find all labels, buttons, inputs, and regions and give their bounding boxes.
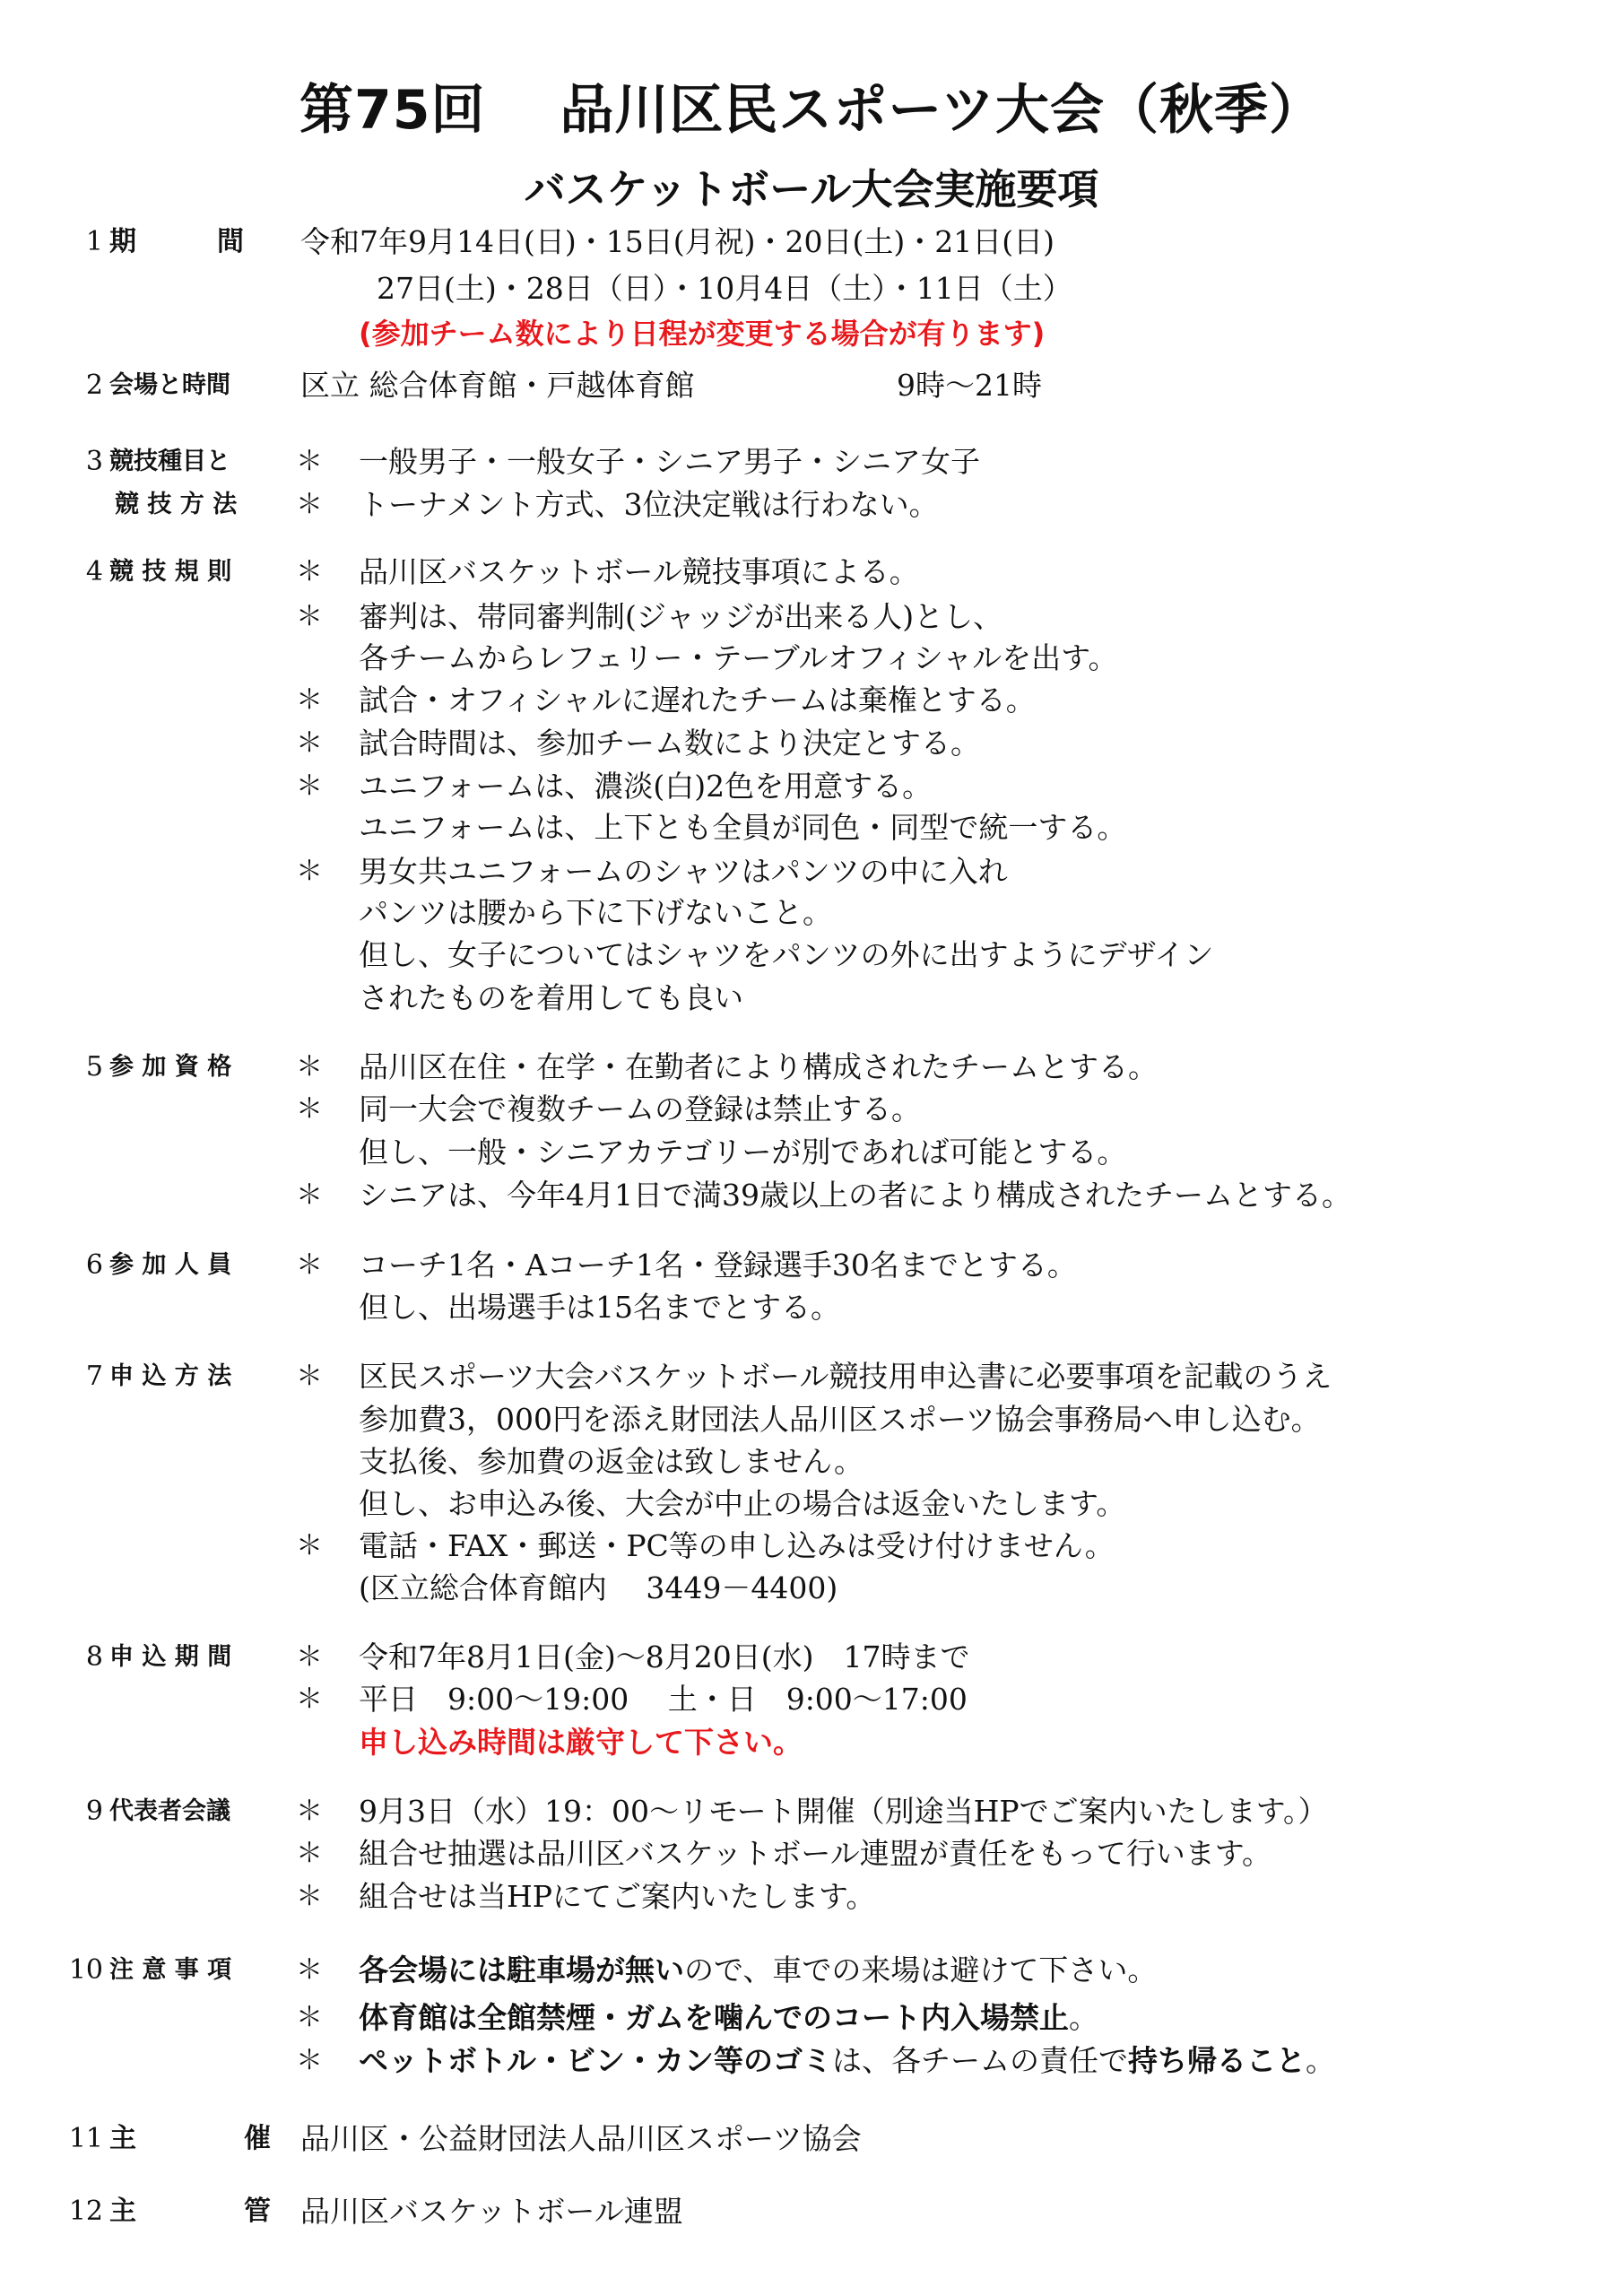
section-number: 9 bbox=[85, 1796, 103, 1827]
rule-line: シニアは、今年4月1日で満39歳以上の者により構成されたチームとする。 bbox=[359, 1178, 1351, 1213]
rule-line: パンツは腰から下に下げないこと。 bbox=[359, 895, 832, 930]
rule-line: ユニフォームは、濃淡(白)2色を用意する。 bbox=[359, 769, 933, 804]
rule-line: 但し、女子についてはシャツをパンツの外に出すようにデザイン bbox=[359, 937, 1214, 972]
rule-line: トーナメント方式、3位決定戦は行わない。 bbox=[359, 487, 939, 522]
bullet-icon: ＊ bbox=[296, 1796, 323, 1827]
rule-line: 組合せ抽選は品川区バスケットボール連盟が責任をもって行います。 bbox=[359, 1836, 1272, 1871]
bullet-icon: ＊ bbox=[296, 1641, 323, 1673]
bullet-icon: ＊ bbox=[296, 856, 323, 887]
caution-text: 。 bbox=[1306, 2043, 1335, 2078]
bullet-icon: ＊ bbox=[296, 2002, 323, 2033]
section-number: 3 bbox=[85, 446, 103, 477]
section-label: 申 込 期 間 bbox=[109, 1643, 232, 1671]
bullet-icon: ＊ bbox=[296, 1838, 323, 1869]
rule-line: 試合・オフィシャルに遅れたチームは棄権とする。 bbox=[359, 683, 1036, 718]
organizer-text: 品川区・公益財団法人品川区スポーツ協会 bbox=[300, 2121, 862, 2156]
rule-line: 同一大会で複数チームの登録は禁止する。 bbox=[359, 1091, 921, 1126]
bullet-icon: ＊ bbox=[296, 446, 323, 477]
bullet-icon: ＊ bbox=[296, 1179, 323, 1211]
manager-text: 品川区バスケットボール連盟 bbox=[300, 2194, 683, 2229]
rule-line: 男女共ユニフォームのシャツはパンツの中に入れ bbox=[359, 854, 1008, 889]
label-char: 主 bbox=[109, 2123, 136, 2154]
rule-line: 一般男子・一般女子・シニア男子・シニア女子 bbox=[359, 444, 980, 479]
bullet-icon: ＊ bbox=[296, 1530, 323, 1561]
schedule-notice: (参加チーム数により日程が変更する場合が有ります) bbox=[359, 317, 1046, 351]
rule-line: 組合せは当HPにてご案内いたします。 bbox=[359, 1879, 876, 1914]
page-subtitle: バスケットボール大会実施要項 bbox=[524, 165, 1099, 213]
rule-line: コーチ1名・Aコーチ1名・登録選手30名までとする。 bbox=[359, 1248, 1077, 1283]
section-label: 競 技 規 則 bbox=[109, 558, 232, 586]
section-label: 申 込 方 法 bbox=[109, 1362, 232, 1390]
section-number: 5 bbox=[85, 1051, 103, 1083]
rule-line: 品川区在住・在学・在勤者により構成されたチームとする。 bbox=[359, 1049, 1158, 1084]
caution-line bbox=[359, 1995, 1098, 2041]
bullet-icon: ＊ bbox=[296, 1051, 323, 1083]
bullet-icon: ＊ bbox=[296, 1249, 323, 1281]
bullet-icon: ＊ bbox=[296, 489, 323, 520]
bullet-icon: ＊ bbox=[296, 601, 323, 632]
bullet-icon: ＊ bbox=[296, 556, 323, 587]
section-label: 注 意 事 項 bbox=[109, 1956, 232, 1984]
bullet-icon: ＊ bbox=[296, 1361, 323, 1392]
rule-line: 令和7年8月1日(金)～8月20日(水) 17時まで bbox=[359, 1639, 970, 1674]
page-title: 第75回 品川区民スポーツ大会（秋季） bbox=[299, 79, 1324, 142]
rule-line: 電話・FAX・郵送・PC等の申し込みは受け付けません。 bbox=[359, 1528, 1115, 1563]
section-number: 8 bbox=[85, 1641, 103, 1673]
rule-line: 各チームからレフェリー・テーブルオフィシャルを出す。 bbox=[359, 640, 1118, 675]
section-label: 期 間 bbox=[109, 226, 244, 257]
section-number: 7 bbox=[85, 1361, 103, 1392]
rule-line: 但し、一般・シニアカテゴリーが別であれば可能とする。 bbox=[359, 1135, 1127, 1170]
rule-line: ユニフォームは、上下とも全員が同色・同型で統一する。 bbox=[359, 810, 1127, 845]
caution-text: は、各チームの責任で bbox=[832, 2043, 1128, 2078]
rule-line: 支払後、参加費の返金は致しません。 bbox=[359, 1444, 864, 1479]
caution-text: ので、車での来場は避けて下さい。 bbox=[684, 1952, 1158, 1987]
bullet-icon: ＊ bbox=[296, 727, 323, 759]
caution-emphasis: 体育館は全館禁煙・ガムを噛んでのコート内入場禁止 bbox=[359, 2000, 1069, 2035]
rule-line: 区民スポーツ大会バスケットボール競技用申込書に必要事項を記載のうえ bbox=[359, 1359, 1332, 1394]
rule-line: 但し、出場選手は15名までとする。 bbox=[359, 1290, 840, 1325]
venue-time: 9時～21時 bbox=[897, 368, 1042, 403]
bullet-icon: ＊ bbox=[296, 2045, 323, 2076]
section-label: 競技種目と bbox=[109, 448, 230, 475]
rule-line: 9月3日（水）19：00～リモート開催（別途当HPでご案内いたします。） bbox=[359, 1794, 1328, 1829]
section-label: 参 加 人 員 bbox=[109, 1251, 232, 1279]
label-char: 主 bbox=[109, 2196, 136, 2227]
caution-line bbox=[359, 1947, 1157, 1994]
section-label: 参 加 資 格 bbox=[109, 1053, 232, 1081]
section-label: 代表者会議 bbox=[109, 1797, 230, 1825]
caution-line bbox=[359, 2038, 1335, 2084]
section-number: 1 bbox=[85, 226, 103, 257]
rule-line: 参加費3，000円を添え財団法人品川区スポーツ協会事務局へ申し込む。 bbox=[359, 1402, 1321, 1437]
section-number: 2 bbox=[85, 370, 103, 401]
section-label bbox=[109, 2116, 271, 2162]
bullet-icon: ＊ bbox=[296, 1954, 323, 1986]
contact-line: (区立総合体育館内 3449－4400) bbox=[359, 1570, 838, 1605]
caution-text: 。 bbox=[1069, 2000, 1098, 2035]
bullet-icon: ＊ bbox=[296, 1683, 323, 1715]
deadline-notice: 申し込み時間は厳守して下さい。 bbox=[359, 1725, 803, 1760]
bullet-icon: ＊ bbox=[296, 770, 323, 802]
rule-line: 品川区バスケットボール競技事項による。 bbox=[359, 554, 919, 589]
section-number: 11 bbox=[68, 2123, 103, 2154]
rule-line: されたものを着用しても良い bbox=[359, 980, 743, 1015]
section-label-2: 競 技 方 法 bbox=[115, 491, 238, 518]
bullet-icon: ＊ bbox=[296, 1881, 323, 1912]
section-number: 4 bbox=[85, 556, 103, 587]
bullet-icon: ＊ bbox=[296, 1093, 323, 1125]
caution-emphasis: 各会場には駐車場が無い bbox=[359, 1952, 684, 1987]
venue-text: 区立 総合体育館・戸越体育館 bbox=[300, 368, 695, 403]
label-char: 管 bbox=[244, 2196, 271, 2227]
rule-line: 平日 9:00～19:00 土・日 9:00～17:00 bbox=[359, 1682, 968, 1717]
rule-line: 審判は、帯同審判制(ジャッジが出来る人)とし、 bbox=[359, 599, 1003, 634]
caution-emphasis: 持ち帰ること bbox=[1128, 2043, 1306, 2078]
rule-line: 試合時間は、参加チーム数により決定とする。 bbox=[359, 726, 980, 761]
section-number: 6 bbox=[85, 1249, 103, 1281]
period-line: 27日(土)・28日（日）・10月4日（土）・11日（土） bbox=[377, 271, 1072, 306]
section-number: 12 bbox=[68, 2196, 103, 2227]
section-label: 会場と時間 bbox=[109, 371, 230, 399]
rule-line: 但し、お申込み後、大会が中止の場合は返金いたします。 bbox=[359, 1486, 1126, 1521]
caution-emphasis: ペットボトル・ビン・カン等のゴミ bbox=[359, 2043, 832, 2078]
section-label bbox=[109, 2188, 271, 2235]
section-number: 10 bbox=[68, 1954, 103, 1986]
label-char: 催 bbox=[244, 2123, 271, 2154]
bullet-icon: ＊ bbox=[296, 684, 323, 716]
period-line: 令和7年9月14日(日)・15日(月祝)・20日(土)・21日(日) bbox=[300, 224, 1055, 259]
